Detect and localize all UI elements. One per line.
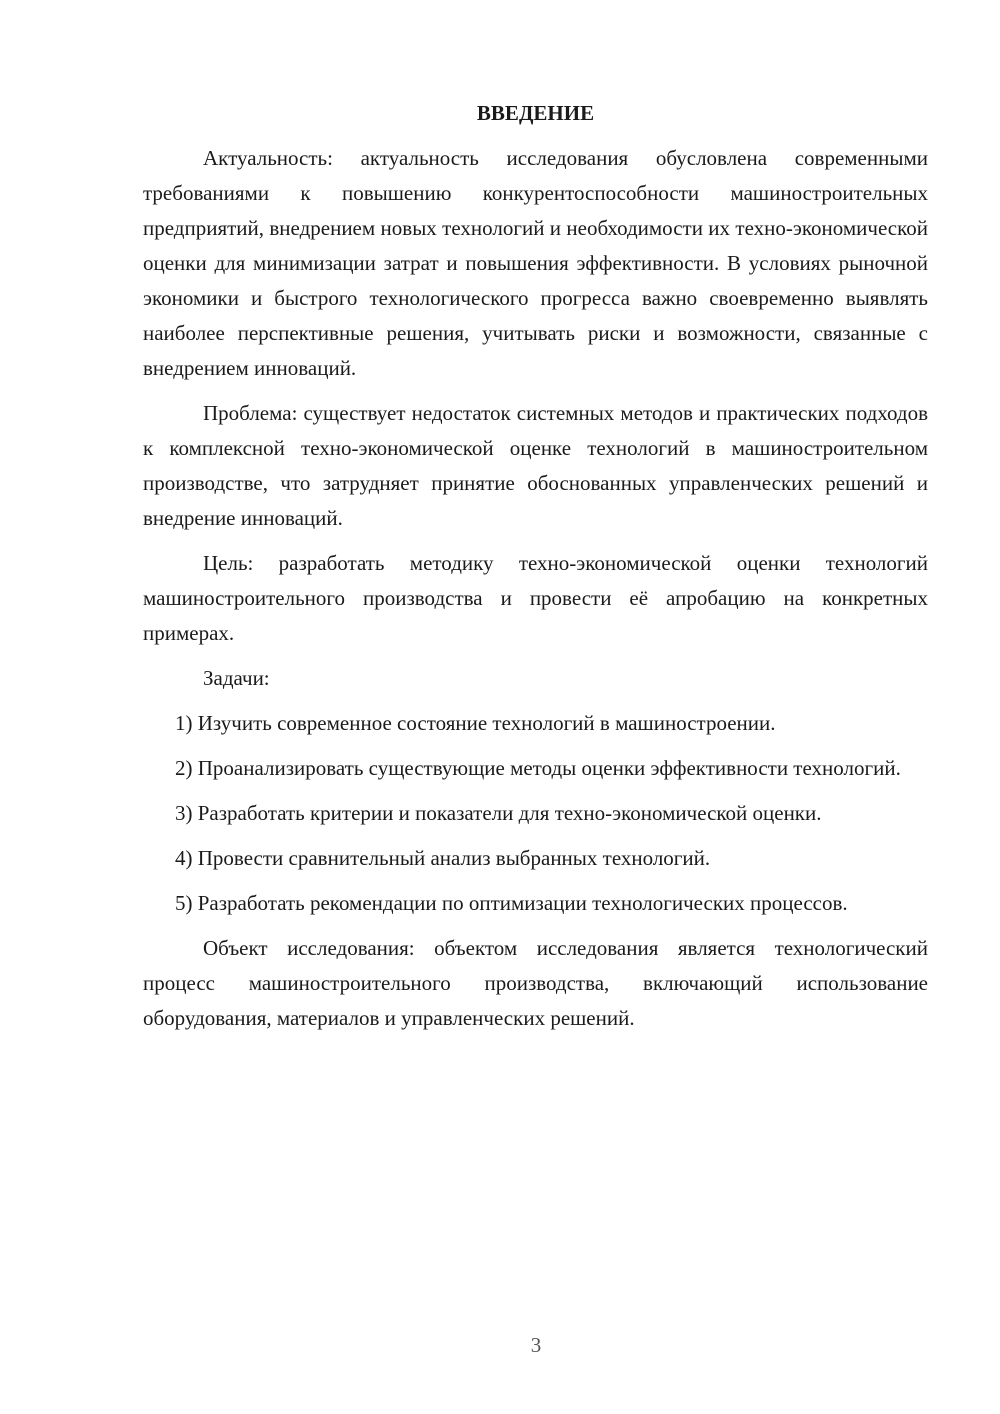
task-item-5: 5) Разработать рекомендации по оптимизации технологических процессов. xyxy=(175,891,848,915)
page-number: 3 xyxy=(530,1333,542,1357)
paragraph-object: Объект исследования: объектом исследования является технологический процесс машиностроительного производства, включающий использование оборудования, материалов и управленческих решений. xyxy=(143,936,928,1030)
paragraph-relevance: Актуальность: актуальность исследования обусловлена современными требованиями к повышению конкурентоспособности машиностроительных предприятий, внедрением новых технологий и необходимости их техно-экономической оценки для минимизации затрат и повышения эффективности. В условиях рыночной экономики и быстрого технологического прогресса важно своевременно выявлять наиболее перспективные решения, учитывать риски и возможности, связанные с внедрением инноваций. xyxy=(143,146,928,380)
paragraph-goal: Цель: разработать методику техно-экономической оценки технологий машиностроительного производства и провести её апробацию на конкретных примерах. xyxy=(143,551,928,645)
document-body xyxy=(143,96,928,1046)
paragraph-problem: Проблема: существует недостаток системных методов и практических подходов к комплексной техно-экономической оценке технологий в машиностроительном производстве, что затрудняет принятие обоснованных управленческих решений и внедрение инноваций. xyxy=(143,401,928,530)
task-item-3: 3) Разработать критерии и показатели для техно-экономической оценки. xyxy=(175,801,822,825)
task-item-2: 2) Проанализировать существующие методы оценки эффективности технологий. xyxy=(175,756,901,780)
tasks-heading: Задачи: xyxy=(203,666,270,690)
section-title: ВВЕДЕНИЕ xyxy=(476,101,595,125)
task-item-4: 4) Провести сравнительный анализ выбранных технологий. xyxy=(175,846,711,870)
task-item-1: 1) Изучить современное состояние технологий в машиностроении. xyxy=(175,711,776,735)
